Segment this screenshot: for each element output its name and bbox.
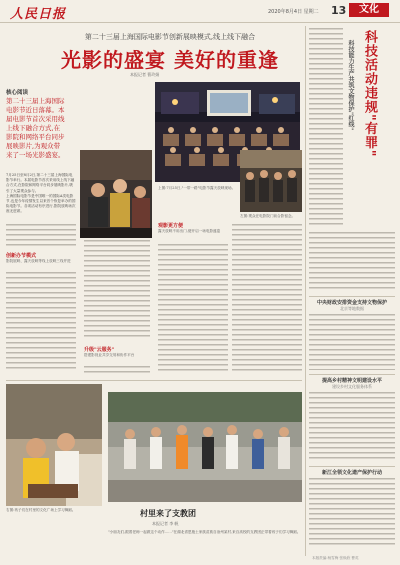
brief-divider — [309, 374, 395, 375]
keywords-title: 核心阅读 — [6, 90, 29, 96]
night-cinema-caption: 上图:7月25日,"一带一路"电影节露天放映现场。 — [158, 186, 236, 190]
crowd-photo — [240, 150, 302, 212]
column-divider — [305, 26, 306, 556]
village-dance-photo — [108, 392, 302, 502]
lead-paragraph-1: 7月25日至8月2日,第二十三届上海国际电影节举行。本届电影节首次采用线上线下融合方式,在影院和网络平台同步展映影片,吸引了大量观众参与。 — [6, 173, 75, 193]
text-block — [309, 392, 395, 462]
brief2-title: 提高乡村精神文明建设水平 — [321, 378, 382, 384]
issue-date: 2020年8月4日 星期二 — [268, 9, 319, 15]
text-block — [158, 244, 228, 374]
section-sub-2: 搭建影视业共享交易和协作平台 — [84, 353, 135, 357]
section-divider — [6, 380, 302, 381]
masthead — [0, 0, 400, 23]
brief1-sub: 北京等地数据 — [340, 306, 364, 311]
section-title-2: 升级"云服务" — [84, 347, 115, 353]
keywords-text: 第二十三届上海国际电影节近日落幕。本届电影节首次采用线上线下融合方式,在影院和网络平台同步展映影片,为观众带来了一场光影盛宴。 — [6, 97, 65, 159]
text-block — [84, 240, 150, 340]
text-block — [309, 478, 395, 548]
brief1-title: 中央财政安排资金支持文物保护 — [316, 300, 387, 306]
section-badge: 文化 — [349, 3, 389, 17]
children-photo — [6, 384, 102, 506]
text-block — [309, 28, 343, 228]
lead-headline: 光影的盛宴 美好的重逢 — [61, 48, 279, 72]
audience-photo — [80, 150, 152, 238]
village-story-byline: 本报记者 李 帆 — [152, 521, 179, 526]
text-block — [309, 232, 395, 292]
right-vertical-title: 科技活动违规"有罪" — [362, 30, 377, 158]
village-story-body: "小朋友们,跟着老师一起做这个动作……"在湖北省恩施土家族苗族自治州某村,来自高校的支教团正带着孩子们学习舞蹈。 — [108, 530, 301, 534]
text-block — [6, 272, 76, 372]
brief2-sub: 建设乡村文化服务体系 — [332, 384, 372, 389]
kids-caption: 右图:孩子们在村里的文化广场上学习舞蹈。 — [6, 508, 76, 512]
lead-subhead: 第二十三届上海国际电影节创新展映模式,线上线下融合 — [84, 33, 256, 41]
brief3-title: 新江全领文化遗产保护行动 — [321, 470, 382, 476]
text-block — [309, 314, 395, 370]
brief-divider — [309, 466, 395, 467]
section-sub-3: 露天放映不用出门,便开启一场电影盛宴 — [158, 229, 221, 233]
section-sub-1: 影院展映、露天放映等线上放映三线并进 — [6, 259, 71, 263]
section-title-1: 创新办节模式 — [6, 253, 37, 259]
newspaper-logo: 人民日报 — [10, 7, 67, 22]
brief-divider — [309, 296, 395, 297]
page-footer: 本版责编:杨雪梅 张焕欣 曹英 — [312, 556, 359, 560]
lead-byline: 本报记者 曹玲娟 — [130, 72, 160, 77]
text-block — [6, 224, 76, 248]
text-block — [232, 224, 302, 374]
crowd-caption: 左图:观众在电影院门前合影留念。 — [240, 214, 296, 218]
right-vertical-kicker: 科技能力生产共筑文物保护"红线" — [347, 40, 354, 131]
section-title-3: 观影更方便 — [158, 223, 184, 229]
page-number: 13 — [331, 4, 347, 17]
lead-paragraph-2: 上海国际电影节是中国唯一的国际A类电影节,也是今年疫情发生以来首个恢复举办的国际电影节。各项活动有序进行,影院放映场次座无虚席。 — [6, 193, 76, 214]
text-block — [84, 366, 150, 376]
village-story-title: 村里来了支教团 — [140, 508, 196, 518]
